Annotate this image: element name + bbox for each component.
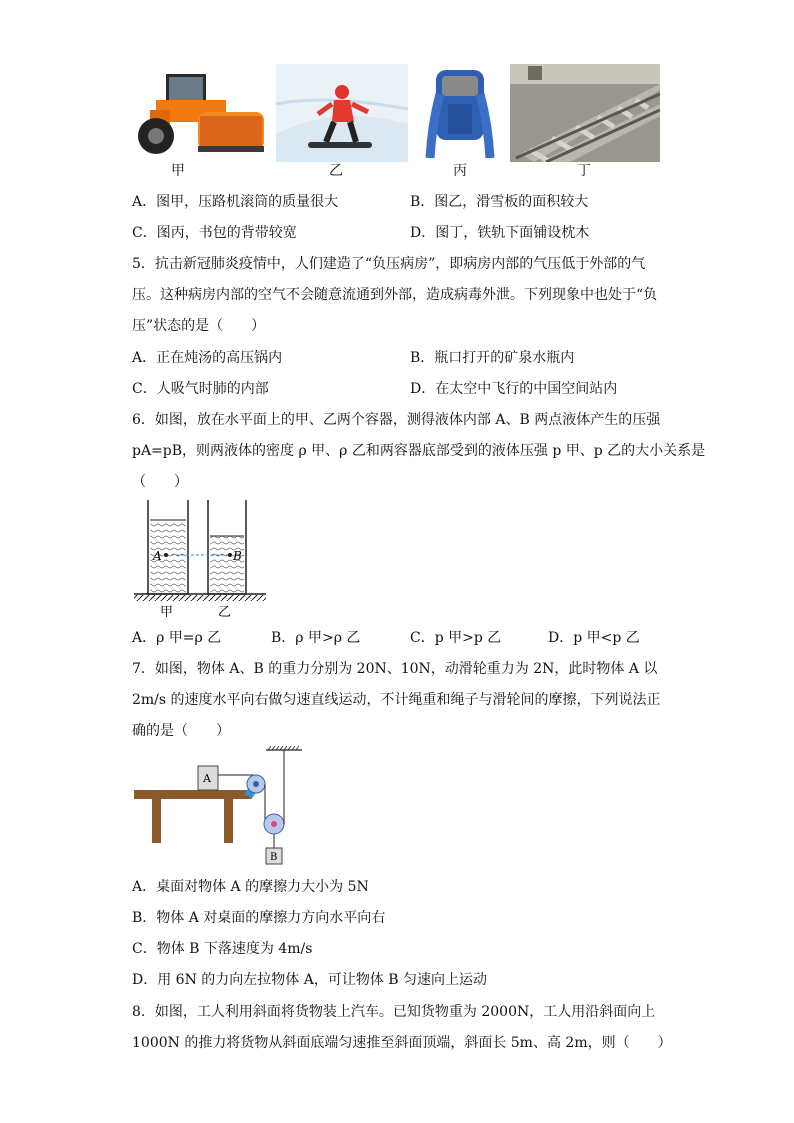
q5-option-b: B．瓶口打开的矿泉水瓶内 — [410, 350, 575, 366]
point-b-label: B — [233, 549, 242, 563]
snowboarder-image — [276, 64, 408, 162]
q6-stem-line-1: 6．如图，放在水平面上的甲、乙两个容器，测得液体内部 A、B 两点液体产生的压强 — [132, 412, 661, 428]
q4-option-b: B．图乙，滑雪板的面积较大 — [410, 194, 589, 210]
block-b-label: B — [270, 852, 278, 863]
road-roller-image — [134, 64, 266, 162]
q5-stem-line-1: 5．抗击新冠肺炎疫情中，人们建造了“负压病房”，即病房内部的气压低于外部的气 — [132, 256, 646, 272]
q5-option-a: A．正在炖汤的高压锅内 — [132, 350, 283, 366]
q5-option-d: D．在太空中飞行的中国空间站内 — [410, 381, 618, 397]
q7-option-d: D．用 6N 的力向左拉物体 A，可让物体 B 匀速向上运动 — [132, 972, 488, 988]
q4-option-c: C．图丙，书包的背带较宽 — [132, 225, 297, 241]
q7-option-a: A．桌面对物体 A 的摩擦力大小为 5N — [132, 879, 369, 895]
caption-yi: 乙 — [329, 163, 343, 179]
q7-stem-line-3: 确的是（ ） — [132, 723, 230, 739]
railway-image — [510, 64, 660, 162]
q6-stem-line-2: pA=pB，则两液体的密度 ρ 甲、ρ 乙和两容器底部受到的液体压强 p 甲、p 乙的大小关系是 — [132, 443, 706, 459]
q6-option-a: A．ρ 甲=ρ 乙 — [132, 630, 222, 646]
q7-stem-line-1: 7．如图，物体 A、B 的重力分别为 20N、10N，动滑轮重力为 2N，此时物体 A 以 — [132, 661, 658, 677]
q6-option-d: D．p 甲<p 乙 — [548, 630, 640, 646]
q4-option-a: A．图甲，压路机滚筒的质量很大 — [132, 194, 339, 210]
q6-option-b: B．ρ 甲>ρ 乙 — [271, 630, 361, 646]
point-a-label: A — [153, 549, 162, 563]
q6-option-c: C．p 甲>p 乙 — [410, 630, 502, 646]
q7-option-b: B．物体 A 对桌面的摩擦力方向水平向右 — [132, 910, 386, 926]
caption-jia: 甲 — [171, 163, 185, 179]
q7-stem-line-2: 2m/s 的速度水平向右做匀速直线运动，不计绳重和绳子与滑轮间的摩擦，下列说法正 — [132, 692, 661, 708]
container-yi-label: 乙 — [218, 605, 232, 620]
q5-stem-line-2: 压。这种病房内部的空气不会随意流通到外部，造成病毒外泄。下列现象中也处于“负 — [132, 287, 658, 303]
q5-stem-line-3: 压”状态的是（ ） — [132, 318, 266, 334]
caption-bing: 丙 — [453, 163, 467, 179]
q5-option-c: C．人吸气时肺的内部 — [132, 381, 269, 397]
q7-pulley-figure — [132, 744, 312, 868]
q6-stem-line-3: （ ） — [132, 474, 188, 490]
q7-option-c: C．物体 B 下落速度为 4m/s — [132, 941, 313, 957]
block-a-label: A — [203, 772, 211, 785]
container-jia-label: 甲 — [160, 605, 174, 620]
q4-option-d: D．图丁，铁轨下面铺设枕木 — [410, 225, 590, 241]
q6-containers-figure — [132, 498, 272, 620]
backpack-image — [422, 64, 498, 162]
q8-stem-line-2: 1000N 的推力将货物从斜面底端匀速推至斜面顶端，斜面长 5m、高 2m，则（ ） — [132, 1035, 672, 1051]
q8-stem-line-1: 8．如图，工人利用斜面将货物装上汽车。已知货物重为 2000N，工人用沿斜面向上 — [132, 1004, 656, 1020]
caption-ding: 丁 — [577, 163, 591, 179]
